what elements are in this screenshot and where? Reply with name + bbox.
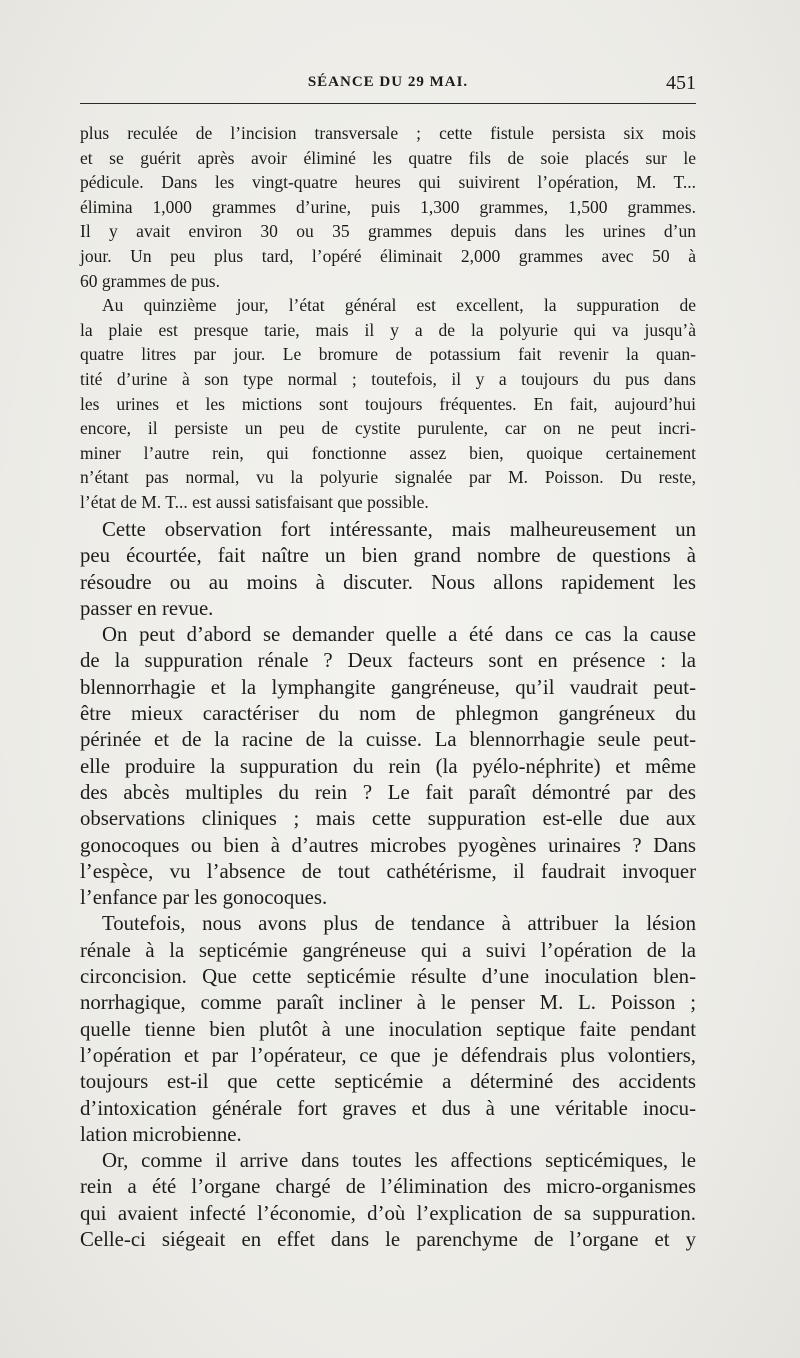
text-line: Or, comme il arrive dans toutes les affections septicémiques, le (102, 1149, 696, 1173)
text-line: l’espèce, vu l’absence de tout cathétérisme, il faudrait invoquer (80, 859, 696, 883)
text-line: toujours est-il que cette septicémie a déterminé des accidents (80, 1070, 696, 1094)
text-line: jour. Un peu plus tard, l’opéré éliminait 2,000 grammes avec 50 à (80, 245, 696, 266)
text-line: circoncision. Que cette septicémie résulte d’une inoculation blen- (80, 965, 696, 989)
page-number: 451 (666, 72, 696, 94)
text-line: d’intoxication générale fort graves et dus à une véritable inocu- (80, 1096, 696, 1120)
text-line: tité d’urine à son type normal ; toutefois, il y a toujours du pus dans (80, 368, 696, 389)
header-rule (80, 103, 696, 104)
text-line: de la suppuration rénale ? Deux facteurs sont en présence : la (80, 649, 696, 673)
text-line: plus reculée de l’incision transversale ; cette fistule persista six mois (80, 123, 696, 143)
text-line: rein a été l’organe chargé de l’élimination des micro-organismes (80, 1175, 696, 1199)
text-line: passer en revue. (80, 596, 214, 620)
text-line: périnée et de la racine de la cuisse. La blennorrhagie seule peut- (80, 728, 696, 752)
text-line: quatre litres par jour. Le bromure de potassium fait revenir la quan- (80, 344, 696, 365)
text-line: n’étant pas normal, vu la polyurie signalée par M. Poisson. Du reste, (80, 467, 696, 488)
text-line: 60 grammes de pus. (80, 270, 220, 291)
text-line: quelle tienne bien plutôt à une inoculation septique faite pendant (80, 1017, 696, 1041)
text-line: les urines et les mictions sont toujours fréquentes. En fait, aujourd’hui (80, 393, 696, 414)
text-line: pédicule. Dans les vingt-quatre heures qui suivirent l’opération, M. T... (80, 172, 696, 193)
text-line: des abcès multiples du rein ? Le fait paraît démontré par des (80, 780, 696, 804)
text-line: Cette observation fort intéressante, mais malheureusement un (102, 518, 696, 541)
text-line: l’opération et par l’opérateur, ce que je défendrais plus volontiers, (80, 1043, 696, 1067)
text-line: peu écourtée, fait naître un bien grand nombre de questions à (80, 544, 696, 568)
text-line: rénale à la septicémie gangréneuse qui a suivi l’opération de la (80, 938, 696, 962)
running-head (80, 74, 696, 98)
text-line: l’état de M. T... est aussi satisfaisant que possible. (80, 491, 429, 512)
text-line: Il y avait environ 30 ou 35 grammes depuis dans les urines d’un (80, 221, 696, 242)
text-line: gonocoques ou bien à d’autres microbes pyogènes urinaires ? Dans (80, 833, 696, 857)
text-line: encore, il persiste un peu de cystite purulente, car on ne peut incri- (80, 418, 696, 439)
text-line: l’enfance par les gonocoques. (80, 886, 328, 910)
text-line: blennorrhagie et la lymphangite gangréneuse, qu’il vaudrait peut- (80, 675, 696, 699)
text-line: norrhagique, comme paraît incliner à le penser M. L. Poisson ; (80, 991, 696, 1015)
text-line: lation microbienne. (80, 1122, 242, 1146)
text-line: résoudre ou au moins à discuter. Nous allons rapidement les (80, 570, 696, 594)
text-line: Toutefois, nous avons plus de tendance à attribuer la lésion (102, 912, 696, 936)
text-line: élimina 1,000 grammes d’urine, puis 1,300 grammes, 1,500 grammes. (80, 196, 696, 217)
discussion-text (80, 517, 696, 1253)
text-line: la plaie est presque tarie, mais il y a de la polyurie qui va jusqu’à (80, 319, 696, 340)
text-line: miner l’autre rein, qui fonctionne assez bien, quoique certainement (80, 442, 696, 463)
text-line: Au quinzième jour, l’état général est excellent, la suppuration de (102, 295, 696, 316)
text-line: être mieux caractériser du nom de phlegmon gangréneux du (80, 702, 696, 726)
text-line: observations cliniques ; mais cette suppuration est-elle due aux (80, 807, 696, 831)
text-line: On peut d’abord se demander quelle a été dans ce cas la cause (102, 623, 696, 647)
text-line: elle produire la suppuration du rein (la pyélo-néphrite) et même (80, 754, 696, 778)
text-line: et se guérit après avoir éliminé les quatre fils de soie placés sur le (80, 147, 696, 168)
text-line: Celle-ci siégeait en effet dans le parenchyme de l’organe et y (80, 1228, 696, 1252)
case-report-small-print (80, 121, 696, 515)
running-head-title: SÉANCE DU 29 MAI. (307, 74, 469, 90)
text-line: qui avaient infecté l’économie, d’où l’explication de sa suppuration. (80, 1201, 696, 1225)
